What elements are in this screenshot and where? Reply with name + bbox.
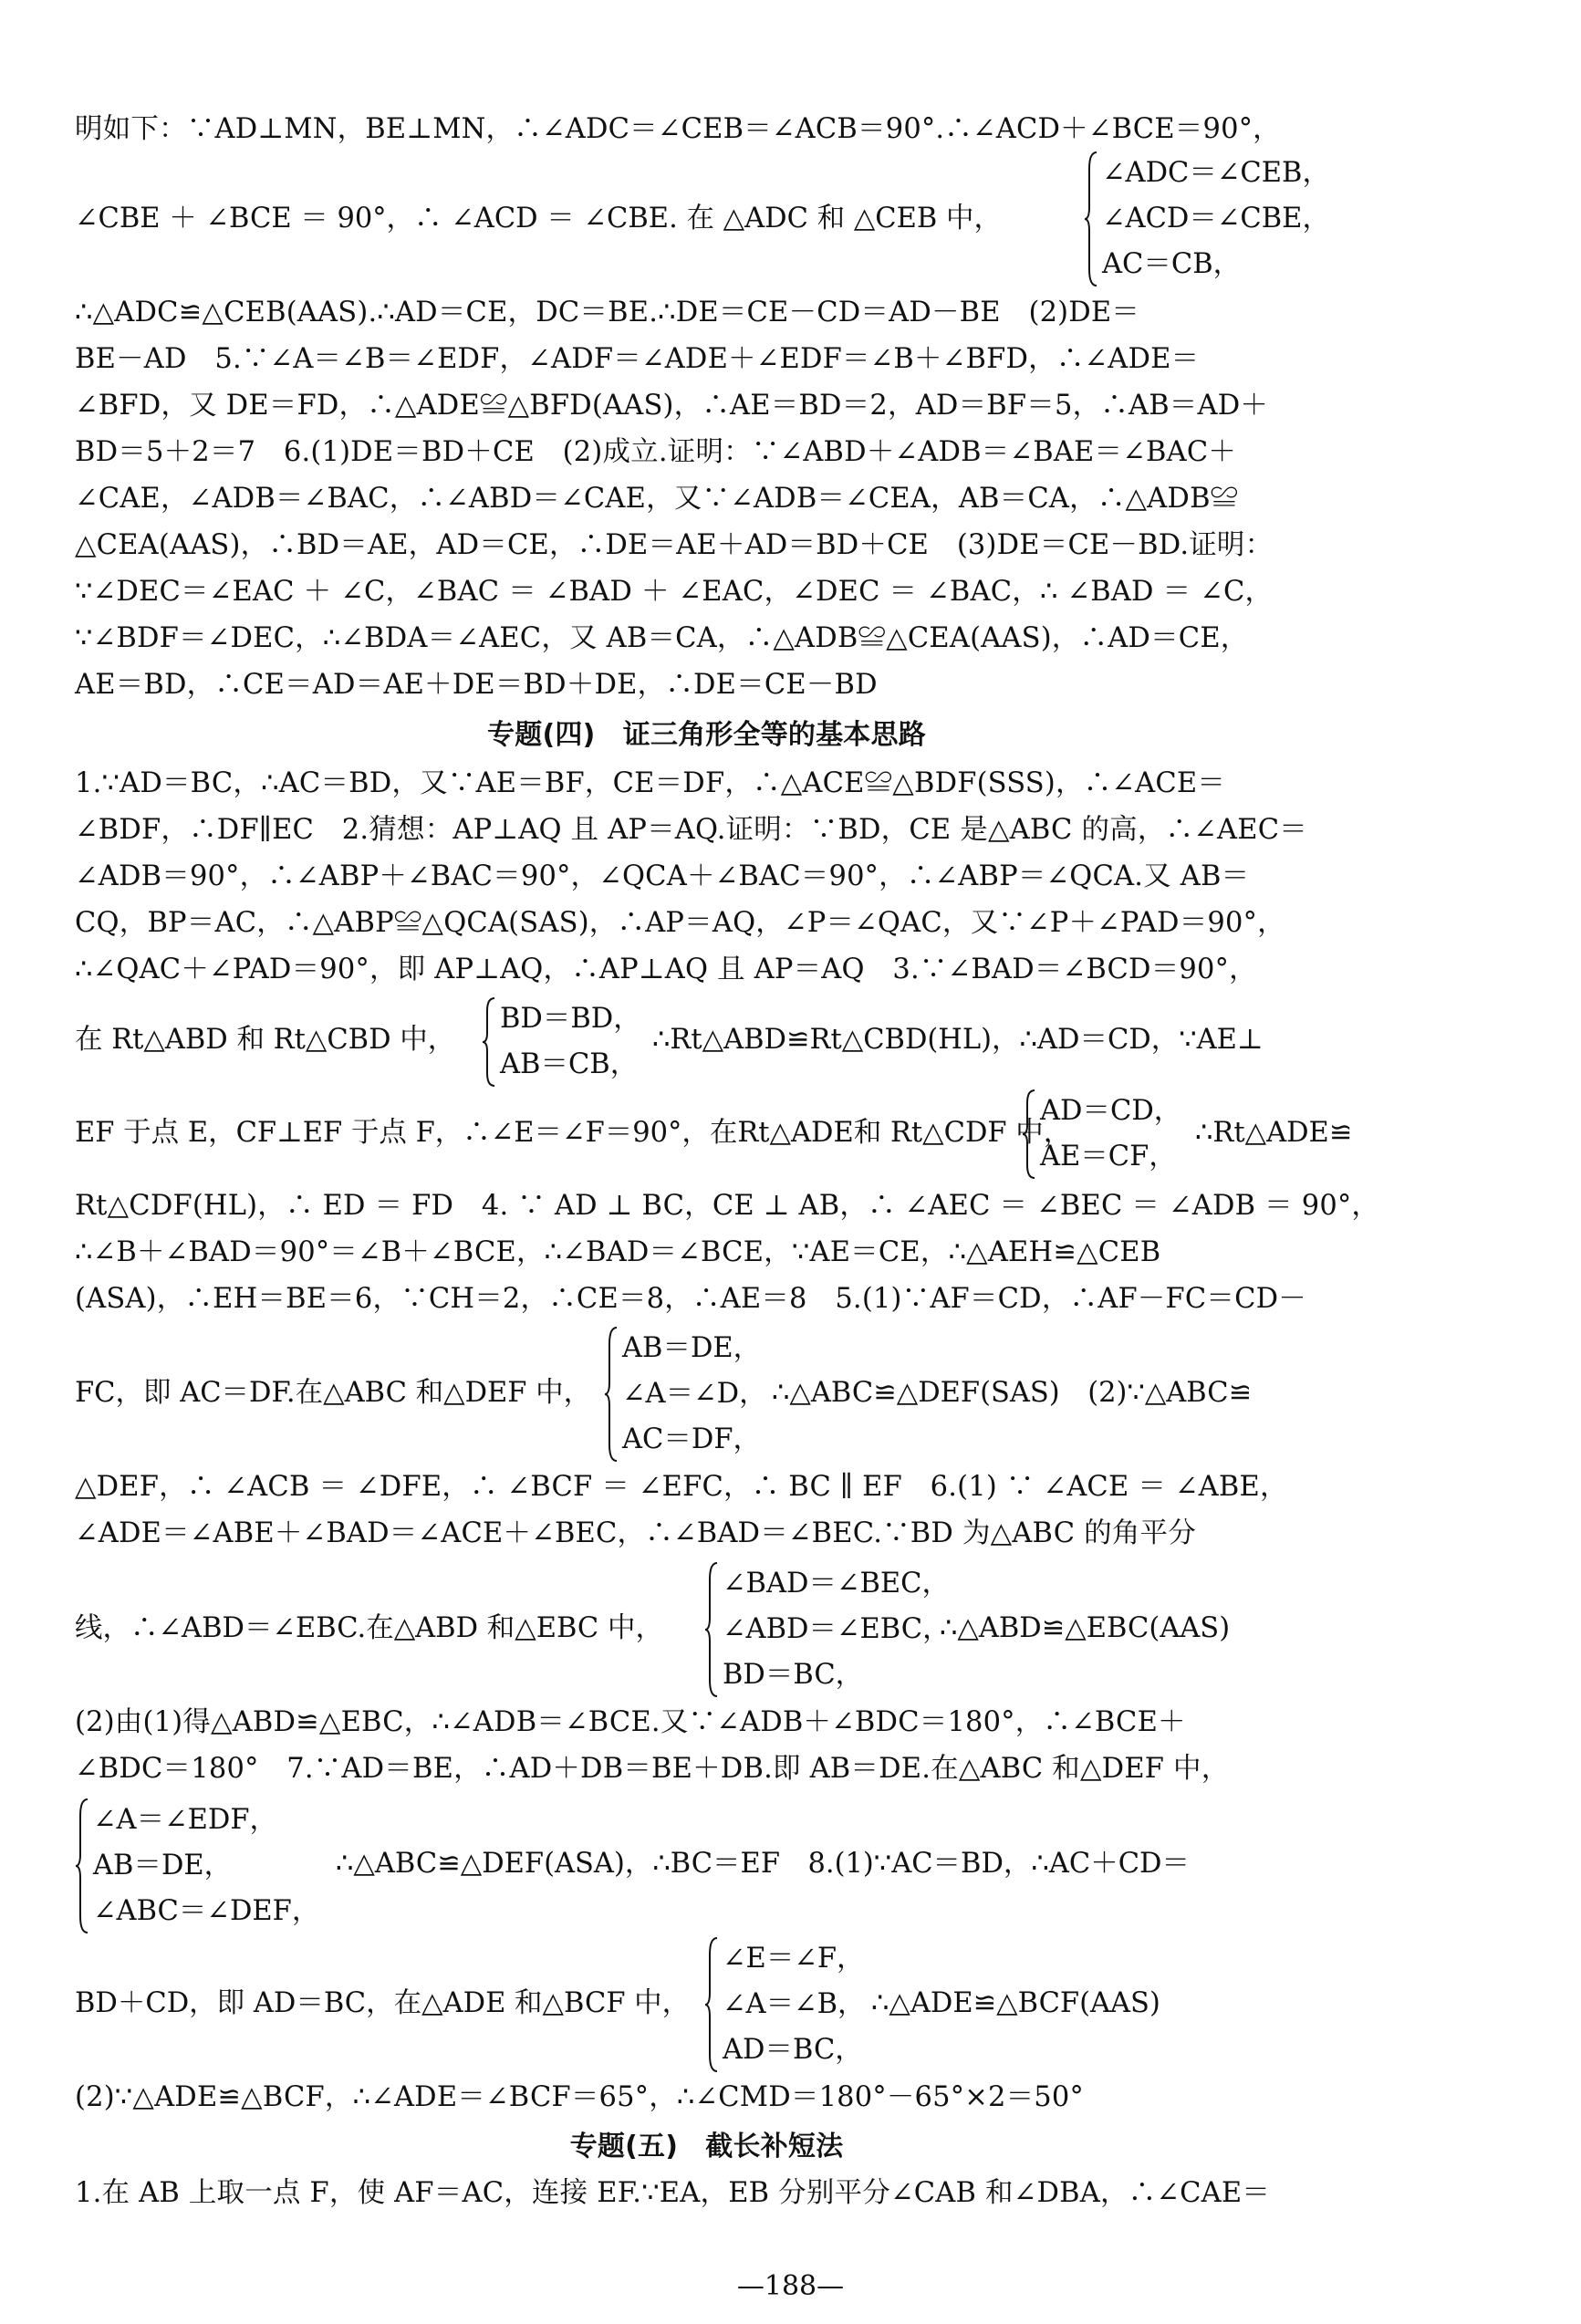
text-line: AE＝BD，∴CE＝AD＝AE＋DE＝BD＋DE，∴DE＝CE－BD bbox=[75, 669, 878, 701]
text-line: 线，∴∠ABD＝∠EBC.在△ABD 和△EBC 中， bbox=[75, 1612, 663, 1644]
brace-icon bbox=[704, 1936, 719, 2073]
text-line: (2)由(1)得△ABD≌△EBC，∴∠ADB＝∠BCE.又∵∠ADB＋∠BDC＝180°，∴∠BCE＋ bbox=[75, 1706, 1186, 1738]
text-line: ∴∠B＋∠BAD＝90°＝∠B＋∠BCE，∴∠BAD＝∠BCE，∵AE＝CE，∴△AEH≌△CEB bbox=[75, 1236, 1161, 1268]
text-line: △DEF，∴ ∠ACB ＝ ∠DFE，∴ ∠BCF ＝ ∠EFC，∴ BC ∥ EF 6.(1) ∵ ∠ACE ＝ ∠ABE， bbox=[75, 1471, 1288, 1503]
text-line: ∠CAE，∠ADB＝∠BAC，∴∠ABD＝∠CAE，又∵∠ADB＝∠CEA，AB＝CA，∴△ADB≌ bbox=[75, 483, 1239, 515]
brace-icon bbox=[1084, 151, 1098, 287]
equation-system bbox=[604, 1326, 786, 1463]
equation-line: AB＝DE， bbox=[622, 1332, 762, 1364]
equation-line: BD＝BC， bbox=[723, 1659, 864, 1691]
text-line: ∴△ABC≌△DEF(SAS) (2)∵△ABC≌ bbox=[772, 1377, 1253, 1409]
text-line: 明如下：∵AD⊥MN，BE⊥MN，∴∠ADC＝∠CEB＝∠ACB＝90°.∴∠ACD＋∠BCE＝90°， bbox=[75, 113, 1281, 145]
text-line: ∴△ABD≌△EBC(AAS) bbox=[940, 1612, 1231, 1644]
equation-line: ∠A＝∠D， bbox=[622, 1378, 767, 1410]
text-line: BD＋CD，即 AD＝BC，在△ADE 和△BCF 中， bbox=[75, 1987, 691, 2019]
text-line: ∠ADB＝90°，∴∠ABP＋∠BAC＝90°，∠QCA＋∠BAC＝90°，∴∠ABP＝∠QCA.又 AB＝ bbox=[75, 860, 1250, 892]
text-line: EF 于点 E，CF⊥EF 于点 F，∴∠E＝∠F＝90°，在Rt△ADE和 Rt△CDF 中， bbox=[75, 1117, 1072, 1149]
text-line: Rt△CDF(HL)，∴ ED ＝ FD 4. ∵ AD ⊥ BC，CE ⊥ AB，∴ ∠AEC ＝ ∠BEC ＝ ∠ADB ＝ 90°， bbox=[75, 1190, 1380, 1222]
text-line: ∠BDF，∴DF∥EC 2.猜想：AP⊥AQ 且 AP＝AQ.证明：∵BD，CE 是△ABC 的高，∴∠AEC＝ bbox=[75, 814, 1307, 846]
text-line: ∴Rt△ADE≌ bbox=[1195, 1117, 1353, 1149]
equation-line: AC＝CB， bbox=[1102, 248, 1242, 280]
text-line: (ASA)，∴EH＝BE＝6，∵CH＝2，∴CE＝8，∴AE＝8 5.(1)∵AF＝CD，∴AF－FC＝CD－ bbox=[75, 1283, 1306, 1315]
text-line: ∴△ADE≌△BCF(AAS) bbox=[871, 1987, 1160, 2019]
text-line: CQ，BP＝AC，∴△ABP≌△QCA(SAS)，∴AP＝AQ，∠P＝∠QAC，又∵∠P＋∠PAD＝90°， bbox=[75, 907, 1285, 939]
text-line: ∠ADE＝∠ABE＋∠BAD＝∠ACE＋∠BEC，∴∠BAD＝∠BEC.∵BD 为△ABC 的角平分 bbox=[75, 1517, 1196, 1549]
text-line: ∠CBE ＋ ∠BCE ＝ 90°，∴ ∠ACD ＝ ∠CBE. 在 △ADC 和 △CEB 中， bbox=[75, 203, 1002, 234]
brace-icon bbox=[1022, 1089, 1036, 1180]
text-line: BE－AD 5.∵∠A＝∠B＝∠EDF，∠ADF＝∠ADE＋∠EDF＝∠B＋∠BFD，∴∠ADE＝ bbox=[75, 343, 1200, 375]
equation-system bbox=[75, 1798, 348, 1934]
equation-line: ∠E＝∠F， bbox=[723, 1943, 865, 1975]
text-line: ∠BFD，又 DE＝FD，∴△ADE≌△BFD(AAS)，∴AE＝BD＝2，AD＝BF＝5，∴AB＝AD＋ bbox=[75, 390, 1269, 422]
text-line: ∵∠DEC＝∠EAC ＋ ∠C，∠BAC ＝ ∠BAD ＋ ∠EAC，∠DEC ＝ ∠BAC，∴ ∠BAD ＝ ∠C， bbox=[75, 576, 1274, 608]
text-line: ∴△ABC≌△DEF(ASA)，∴BC＝EF 8.(1)∵AC＝BD，∴AC＋CD＝ bbox=[336, 1848, 1190, 1880]
equation-line: ∠ADC＝∠CEB， bbox=[1102, 157, 1330, 189]
equation-system bbox=[1084, 151, 1357, 287]
text-line: BD＝5＋2＝7 6.(1)DE＝BD＋CE (2)成立.证明：∵∠ABD＋∠ADB＝∠BAE＝∠BAC＋ bbox=[75, 436, 1237, 468]
equation-system bbox=[704, 1936, 887, 2073]
text-line: FC，即 AC＝DF.在△ABC 和△DEF 中， bbox=[75, 1377, 592, 1409]
equation-line: AD＝CD， bbox=[1040, 1095, 1182, 1127]
section-title: 专题(四) 证三角形全等的基本思路 bbox=[487, 719, 926, 751]
equation-line: ∠BAD＝∠BEC， bbox=[723, 1568, 951, 1600]
equation-system bbox=[482, 996, 646, 1088]
equation-system bbox=[704, 1561, 951, 1698]
text-line: ∠BDC＝180° 7.∵AD＝BE，∴AD＋DB＝BE＋DB.即 AB＝DE.在△ABC 和△DEF 中， bbox=[75, 1753, 1230, 1785]
text-line: 1.∵AD＝BC，∴AC＝BD，又∵AE＝BF，CE＝DF，∴△ACE≌△BDF(SSS)，∴∠ACE＝ bbox=[75, 767, 1226, 799]
text-line: 1.在 AB 上取一点 F，使 AF＝AC，连接 EF.∵EA，EB 分别平分∠CAB 和∠DBA，∴∠CAE＝ bbox=[75, 2177, 1271, 2209]
equation-line: BD＝BD， bbox=[500, 1003, 641, 1035]
equation-line: ∠A＝∠EDF， bbox=[93, 1804, 278, 1836]
brace-icon bbox=[482, 996, 496, 1088]
equation-line: ∠ACD＝∠CBE， bbox=[1102, 203, 1330, 234]
equation-system bbox=[1022, 1089, 1186, 1180]
text-line: (2)∵△ADE≌△BCF，∴∠ADE＝∠BCF＝65°，∴∠CMD＝180°－65°×2＝50° bbox=[75, 2081, 1084, 2113]
equation-line: ∠ABD＝∠EBC， bbox=[723, 1613, 951, 1645]
equation-line: ∠A＝∠B， bbox=[723, 1988, 866, 2020]
brace-icon bbox=[604, 1326, 619, 1463]
brace-icon bbox=[704, 1561, 719, 1698]
page-number: —188— bbox=[736, 2270, 845, 2302]
text-line: △CEA(AAS)，∴BD＝AE，AD＝CE，∴DE＝AE＋AD＝BD＋CE (3)DE＝CE－BD.证明： bbox=[75, 529, 1274, 561]
equation-line: AB＝CB， bbox=[500, 1048, 639, 1080]
equation-line: AD＝BC， bbox=[723, 2034, 863, 2066]
brace-icon bbox=[75, 1798, 89, 1934]
text-line: ∴∠QAC＋∠PAD＝90°，即 AP⊥AQ，∴AP⊥AQ 且 AP＝AQ 3.∵∠BAD＝∠BCD＝90°， bbox=[75, 954, 1257, 985]
equation-line: ∠ABC＝∠DEF， bbox=[93, 1895, 320, 1927]
equation-line: AE＝CF， bbox=[1040, 1141, 1177, 1172]
text-line: ∴△ADC≌△CEB(AAS).∴AD＝CE，DC＝BE.∴DE＝CE－CD＝AD－BE (2)DE＝ bbox=[75, 297, 1140, 328]
text-line: ∴Rt△ABD≌Rt△CBD(HL)，∴AD＝CD，∵AE⊥ bbox=[652, 1024, 1264, 1056]
text-line: ∵∠BDF＝∠DEC，∴∠BDA＝∠AEC，又 AB＝CA，∴△ADB≌△CEA(AAS)，∴AD＝CE， bbox=[75, 622, 1249, 654]
text-line: 在 Rt△ABD 和 Rt△CBD 中， bbox=[75, 1024, 456, 1056]
equation-line: AC＝DF， bbox=[622, 1423, 761, 1455]
section-title: 专题(五) 截长补短法 bbox=[569, 2131, 844, 2162]
equation-line: AB＝DE， bbox=[93, 1850, 233, 1881]
